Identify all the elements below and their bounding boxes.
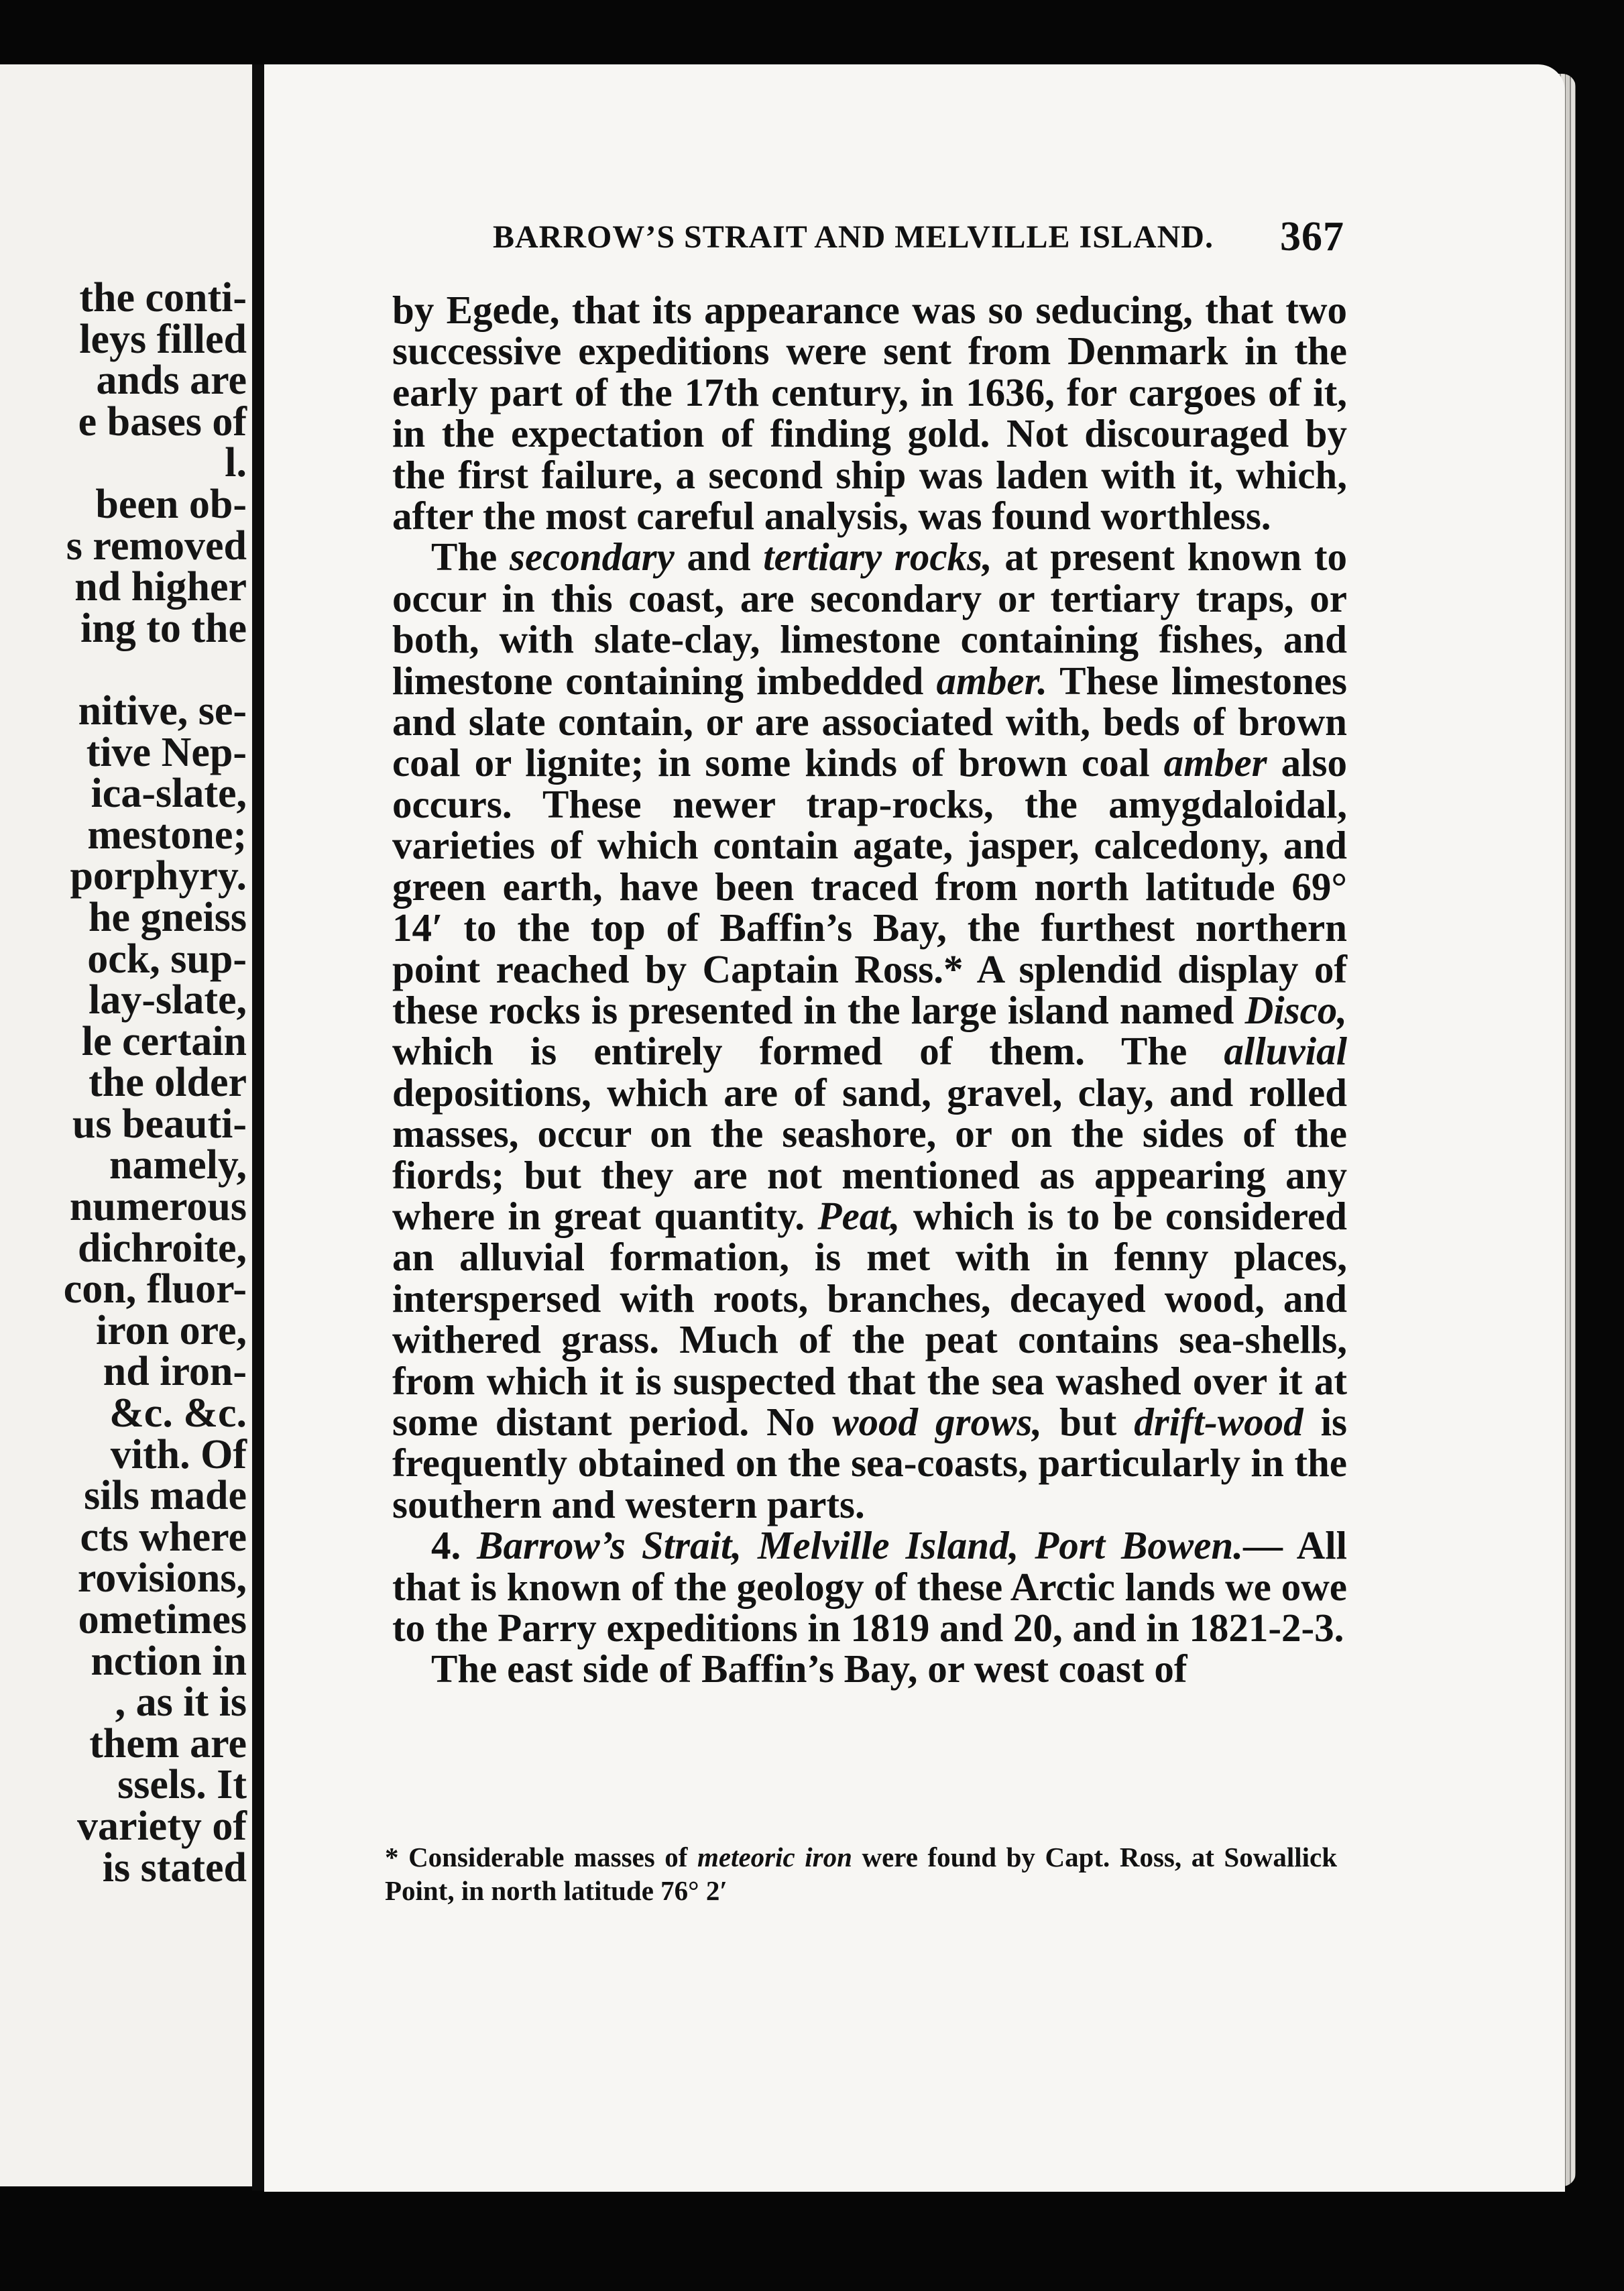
- left-page-line: porphyry.: [70, 853, 247, 899]
- left-page-line: namely,: [109, 1142, 247, 1188]
- left-page-line: ock, sup-: [87, 936, 247, 982]
- left-page-line: &c. &c.: [109, 1390, 247, 1437]
- left-page-line: tive Nep-: [86, 729, 247, 775]
- running-header: [493, 213, 1344, 267]
- paragraph: The secondary and tertiary rocks, at present known to occur in this coast, are secondary or tertiary traps, or both, with slate-clay, limestone containing fishes, and limestone containing imbedded amber. These limestones and slate contain, or are associated with, beds of brown coal or lignite; in some kinds of brown coal amber also occurs. These newer trap-rocks, the amygdaloidal, varieties of which contain agate, jasper, calcedony, and green earth, have been traced from north latitude 69° 14′ to the top of Baffin’s Bay, the furthest northern point reached by Captain Ross.* A splendid display of these rocks is presented in the large island named Disco, which is entirely formed of them. The alluvial depositions, which are of sand, gravel, clay, and rolled masses, occur on the seashore, or on the sides of the fiords; but they are not mentioned as appearing any where in great quantity. Peat, which is to be considered an alluvial formation, is met with in fenny places, interspersed with roots, branches, decayed wood, and withered grass. Much of the peat contains sea-shells, from which it is suspected that the sea washed over it at some distant period. No wood grows, but drift-wood is frequently obtained on the sea-coasts, particularly in the southern and western parts.: [392, 535, 1348, 1526]
- left-page-line: s removed: [66, 522, 247, 569]
- left-page-line: , as it is: [115, 1679, 247, 1726]
- paragraph: 4. Barrow’s Strait, Melville Island, Port Bowen.— All that is known of the geology of these Arctic lands we owe to the Parry expeditions in 1819 and 20, and in 1821-2-3.: [392, 1523, 1347, 1650]
- left-page-line: lay-slate,: [89, 977, 247, 1023]
- left-page-text: [5, 275, 247, 1891]
- left-page-line: ica-slate,: [91, 771, 247, 817]
- left-page-line: e bases of: [78, 398, 247, 445]
- left-page-line: vith. Of: [110, 1431, 247, 1477]
- left-page-line: cts where: [80, 1514, 247, 1560]
- left-page-line: iron ore,: [95, 1307, 247, 1353]
- running-title: BARROW’S STRAIT AND MELVILLE ISLAND.: [493, 219, 1214, 255]
- left-page-line: nitive, se-: [78, 687, 247, 734]
- paragraph: The east side of Baffin’s Bay, or west coast of: [431, 1646, 1187, 1691]
- left-page-line: been ob-: [95, 481, 247, 527]
- left-page-line: ing to the: [80, 605, 247, 651]
- footnote: * Considerable masses of meteoric iron were found by Capt. Ross, at Sowallick Point, in north latitude 76° 2′: [385, 1842, 1337, 1906]
- left-page-line: nction in: [91, 1638, 247, 1684]
- left-page-line: the older: [89, 1060, 247, 1106]
- body-text: [392, 290, 1347, 1690]
- left-page-line: nd iron-: [103, 1349, 247, 1395]
- left-page-line: is stated: [102, 1844, 247, 1891]
- left-page-line: sils made: [84, 1473, 247, 1519]
- left-page-line: he gneiss: [89, 894, 247, 940]
- left-page-line: l.: [225, 440, 247, 486]
- left-page-line: us beauti-: [72, 1101, 247, 1147]
- left-page-line: the conti-: [79, 275, 247, 321]
- left-page-line: nd higher: [74, 564, 247, 610]
- left-page-line: mestone;: [87, 812, 247, 858]
- left-page-line: numerous: [69, 1184, 247, 1230]
- left-page-line: them are: [89, 1720, 247, 1767]
- paragraph: by Egede, that its appearance was so seducing, that two successive expeditions were sent from Denmark in the early part of the 17th century, in 1636, for cargoes of it, in the expectation of finding gold. Not discouraged by the first failure, a second ship was laden with it, which, after the most careful analysis, was found worthless.: [392, 288, 1347, 539]
- page-number: 367: [1280, 214, 1344, 260]
- left-page-line: con, fluor-: [63, 1266, 247, 1312]
- left-page-line: ssels. It: [117, 1762, 247, 1808]
- left-page-line: ands are: [96, 357, 247, 404]
- left-page-line: le certain: [81, 1018, 247, 1064]
- left-page-line: ometimes: [78, 1597, 247, 1642]
- left-page-line: [5, 649, 247, 691]
- left-page-line: dichroite,: [78, 1225, 247, 1271]
- left-page-line: variety of: [76, 1803, 247, 1849]
- left-page-line: rovisions,: [77, 1555, 247, 1602]
- left-page-line: leys filled: [79, 316, 247, 362]
- left-page: [0, 64, 252, 2186]
